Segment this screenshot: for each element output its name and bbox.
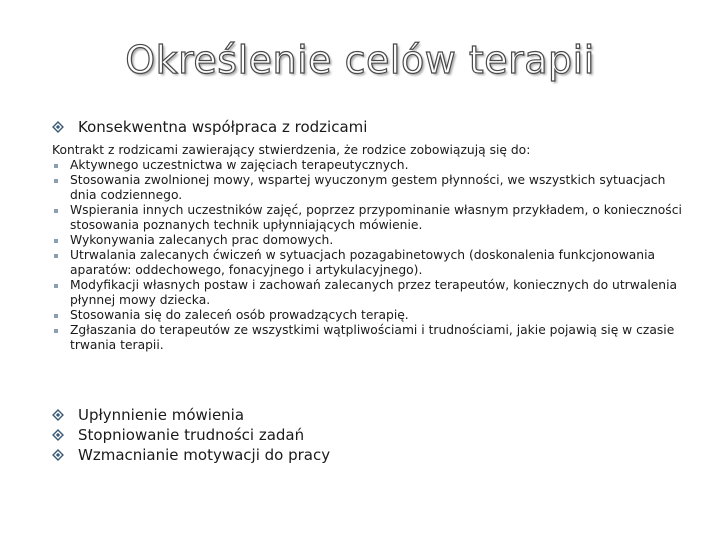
list-item-text: Wykonywania zalecanych prac domowych. [70,233,334,247]
contract-list [52,158,692,353]
diamond-bullet-icon [52,429,64,441]
slide-title: Określenie celów terapii [125,38,595,82]
square-bullet-icon [54,254,58,258]
main-point-fluency [52,405,330,425]
list-item [52,278,692,308]
main-point-difficulty [52,425,330,445]
list-item [52,323,692,353]
square-bullet-icon [54,209,58,213]
list-item-text: Stosowania zwolnionej mowy, wspartej wyuczonym gestem płynności, we wszystkich sytuacjach dnia codziennego. [70,173,666,202]
square-bullet-icon [54,284,58,288]
list-item-text: Modyfikacji własnych postaw i zachowań zalecanych przez terapeutów, koniecznych do utrwalenia płynnej mowy dziecka. [70,278,678,307]
contract-intro: Kontrakt z rodzicami zawierający stwierdzenia, że rodzice zobowiązują się do: [52,143,531,157]
list-item [52,233,692,248]
list-item-text: Wspierania innych uczestników zajęć, poprzez przypominanie własnym przykładem, o konieczności stosowania poznanych technik upłynniających mówienie. [70,203,682,232]
main-point-label: Konsekwentna współpraca z rodzicami [78,118,368,136]
list-item [52,248,692,278]
list-item [52,158,692,173]
diamond-bullet-icon [52,121,64,133]
main-point-label: Wzmacnianie motywacji do pracy [78,446,331,464]
square-bullet-icon [54,179,58,183]
list-item [52,173,692,203]
main-point-label: Upłynnienie mówienia [78,406,245,424]
square-bullet-icon [54,164,58,168]
main-point-motivation [52,445,330,465]
list-item-text: Utrwalania zalecanych ćwiczeń w sytuacjach pozagabinetowych (doskonalenia funkcjonowania aparatów: oddechowego, fonacyjnego i artykulacyjnego). [70,248,656,277]
list-item [52,308,692,323]
square-bullet-icon [54,239,58,243]
main-points-list [52,405,330,465]
main-point-label: Stopniowanie trudności zadań [78,426,305,444]
square-bullet-icon [54,329,58,333]
diamond-bullet-icon [52,409,64,421]
list-item [52,203,692,233]
main-point-cooperation [52,117,367,137]
list-item-text: Stosowania się do zaleceń osób prowadzących terapię. [70,308,409,322]
list-item-text: Zgłaszania do terapeutów ze wszystkimi wątpliwościami i trudnościami, jakie pojawią się w czasie trwania terapii. [70,323,675,352]
diamond-bullet-icon [52,449,64,461]
square-bullet-icon [54,314,58,318]
list-item-text: Aktywnego uczestnictwa w zajęciach terapeutycznych. [70,158,409,172]
